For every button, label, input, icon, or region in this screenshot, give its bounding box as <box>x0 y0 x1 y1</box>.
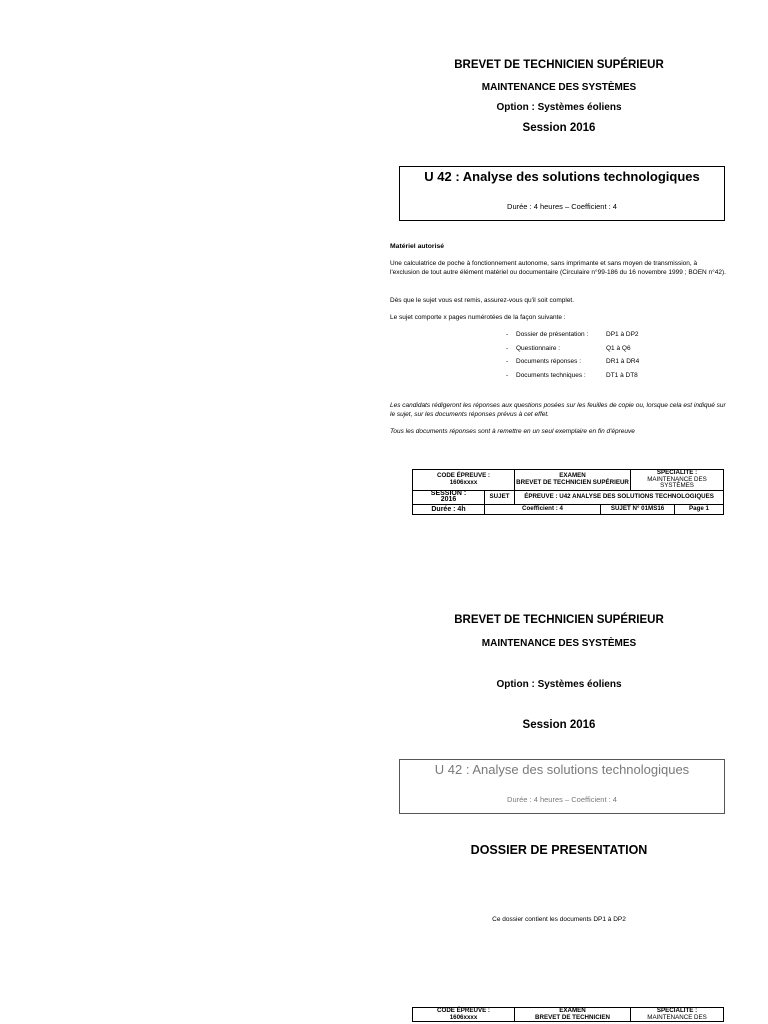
unit-duration: Durée : 4 heures – Coefficient : 4 <box>507 202 617 211</box>
list-item: - Dossier de présentation : DP1 à DP2 <box>506 331 639 338</box>
dossier-title: DOSSIER DE PRESENTATION <box>470 843 648 857</box>
document-list <box>506 328 639 382</box>
code-epreuve-cell: CODE ÉPREUVE : 1606xxxx <box>413 1008 515 1022</box>
list-item: - Questionnaire : Q1 à Q6 <box>506 344 631 352</box>
exam-option: Option : Systèmes éoliens <box>496 679 622 690</box>
exam-subtitle: MAINTENANCE DES SYSTÈMES <box>481 82 637 93</box>
exam-session: Session 2016 <box>522 719 596 731</box>
unit-box <box>399 166 725 221</box>
exam-title: BREVET DE TECHNICIEN SUPÉRIEUR <box>454 59 664 71</box>
materiel-text: Une calculatrice de poche à fonctionnement autonome, sans imprimante et sans moyen de transmission, à l'exclusion de tout autre élément matériel ou documentaire (Circulaire n°99-186 du 16 novembre 1999 ; BOEN n°42). <box>390 260 726 276</box>
duree-cell: Durée : 4h <box>413 504 485 514</box>
code-table <box>412 1007 724 1022</box>
coefficient-cell: Coefficient : 4 <box>485 504 601 514</box>
unit-title: U 42 : Analyse des solutions technologiques <box>434 762 690 777</box>
specialite-cell: SPECIALITE : MAINTENANCE DES SYSTÈMES <box>631 470 724 491</box>
page-2 <box>388 560 730 1024</box>
exam-title: BREVET DE TECHNICIEN SUPÉRIEUR <box>454 614 664 626</box>
list-item: - Documents techniques : DT1 à DT8 <box>506 371 638 379</box>
page-number-cell: Page 1 <box>675 504 724 514</box>
note-copies: Les candidats rédigeront les réponses aux questions posées sur les feuilles de copie ou, lorsque cela est indiqué sur le sujet, sur les documents réponses prévus à cet effet. <box>390 402 726 418</box>
session-cell: SESSION : 2016 <box>413 490 485 504</box>
unit-duration: Durée : 4 heures – Coefficient : 4 <box>507 795 617 804</box>
sujet-number-cell: SUJET N° 01MS16 <box>601 504 675 514</box>
code-epreuve-cell: CODE ÉPREUVE : 1606xxxx <box>413 470 515 491</box>
pages-text: Le sujet comporte x pages numérotées de la façon suivante : <box>390 314 566 321</box>
exam-session: Session 2016 <box>522 122 596 134</box>
unit-title: U 42 : Analyse des solutions technologiques <box>424 169 700 184</box>
sujet-cell: SUJET <box>485 490 515 504</box>
unit-box <box>399 759 725 814</box>
specialite-cell: SPECIALITE : MAINTENANCE DES <box>631 1008 724 1022</box>
materiel-heading: Matériel autorisé <box>390 243 445 250</box>
examen-cell: EXAMEN BREVET DE TECHNICIEN <box>515 1008 631 1022</box>
exam-option: Option : Systèmes éoliens <box>496 102 622 113</box>
examen-cell: EXAMEN BREVET DE TECHNICIEN SUPÉRIEUR <box>515 470 631 491</box>
epreuve-cell: ÉPREUVE : U42 ANALYSE DES SOLUTIONS TECHNOLOGIQUES <box>515 490 724 504</box>
note-reponses: Tous les documents réponses sont à remettre en un seul exemplaire en fin d'épreuve <box>390 428 635 435</box>
page-1 <box>388 0 730 560</box>
exam-subtitle: MAINTENANCE DES SYSTÈMES <box>481 638 637 649</box>
dossier-text: Ce dossier contient les documents DP1 à DP2 <box>492 916 626 923</box>
code-table <box>412 469 724 515</box>
check-text: Dès que le sujet vous est remis, assurez-vous qu'il soit complet. <box>390 297 575 304</box>
list-item: - Documents réponses : DR1 à DR4 <box>506 358 640 365</box>
